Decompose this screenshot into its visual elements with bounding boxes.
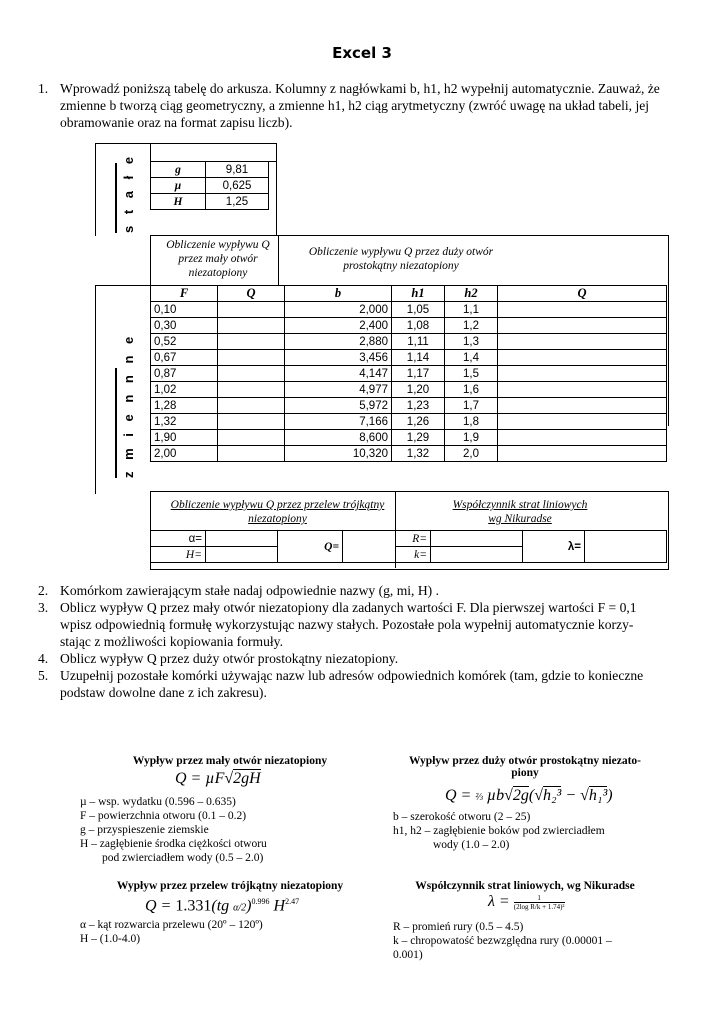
table-cell[interactable] [218, 382, 285, 398]
table-row [151, 382, 667, 398]
table-cell[interactable]: 1,26 [392, 414, 445, 430]
formula-weir-desc: α – kąt rozwarcia przelewu (20º – 120º) H – (1.0-4.0) [80, 919, 263, 945]
formula-weir-title: Wypływ przez przelew trójkątny niezatopiony [116, 880, 344, 892]
formula-small-title: Wypływ przez mały otwór niezatopiony [132, 755, 328, 767]
table-cell[interactable] [498, 430, 667, 446]
caption-small-hole: Obliczenie wypływu Q przez mały otwór niezatopiony [166, 239, 270, 279]
table-cell[interactable]: 2,400 [285, 318, 392, 334]
table-cell[interactable] [218, 350, 285, 366]
page-title: Excel 3 [332, 44, 392, 62]
table-cell[interactable]: 1,20 [392, 382, 445, 398]
table-cell[interactable]: 1,2 [445, 318, 498, 334]
variables-table [150, 285, 667, 462]
table-cell[interactable]: 0,67 [151, 350, 218, 366]
table-cell[interactable]: 0,30 [151, 318, 218, 334]
table-cell[interactable] [218, 302, 285, 318]
alpha-input-cell[interactable] [206, 531, 278, 547]
formula-large: Q = ⅔ µb√2g(√h₂³ − √h₁³) [445, 787, 613, 804]
table-row: H= [151, 547, 396, 563]
table-cell[interactable] [218, 414, 285, 430]
table-cell[interactable]: 3,456 [285, 350, 392, 366]
table-row [151, 350, 667, 366]
formula-nik-title: Współczynnik strat liniowych, wg Nikuradse [415, 880, 635, 892]
table-cell[interactable] [498, 350, 667, 366]
formula-small: Q = µF√2gH [175, 770, 261, 787]
table-cell[interactable]: 1,14 [392, 350, 445, 366]
table-cell[interactable] [218, 318, 285, 334]
table-cell[interactable] [498, 414, 667, 430]
constants-label: s t a ł e [115, 163, 141, 233]
table-cell[interactable]: 1,90 [151, 430, 218, 446]
table-cell[interactable]: 1,6 [445, 382, 498, 398]
table-cell[interactable]: 0,87 [151, 366, 218, 382]
formula-large-title: Wypływ przez duży otwór prostokątny niezato- piony [408, 755, 641, 779]
table-cell[interactable] [498, 302, 667, 318]
formula-large-desc: b – szerokość otworu (2 – 25) h1, h2 – zagłębienie boków pod zwierciadłem wody (1.0 – 2.0) [393, 811, 605, 851]
table-cell[interactable]: 1,23 [392, 398, 445, 414]
table-row: α= Q= [151, 531, 396, 547]
table-cell[interactable] [218, 430, 285, 446]
table-row [151, 334, 667, 350]
table-cell[interactable]: 10,320 [285, 446, 392, 462]
table-cell[interactable]: 5,972 [285, 398, 392, 414]
nikuradse-table [395, 530, 667, 563]
table-cell[interactable]: 1,32 [151, 414, 218, 430]
table-cell[interactable]: 4,977 [285, 382, 392, 398]
table-cell[interactable]: 8,600 [285, 430, 392, 446]
table-cell[interactable]: 1,29 [392, 430, 445, 446]
table-row [151, 302, 667, 318]
table-row: µ 0,625 [151, 178, 269, 194]
table-row: k= [396, 547, 667, 563]
r-input-cell[interactable] [431, 531, 523, 547]
table-cell[interactable]: 2,000 [285, 302, 392, 318]
caption-large-hole: Obliczenie wypływu Q przez duży otwór prostokątny niezatopiony [308, 246, 494, 272]
table-cell[interactable]: 1,8 [445, 414, 498, 430]
table-cell[interactable]: 1,4 [445, 350, 498, 366]
table-cell[interactable]: 0,52 [151, 334, 218, 350]
k-input-cell[interactable] [431, 547, 523, 563]
table-row [151, 318, 667, 334]
formula-nik-desc: R – promień rury (0.5 – 4.5) k – chropowatość bezwzględna rury (0.00001 – 0.001) [393, 921, 612, 961]
table-cell[interactable]: 1,02 [151, 382, 218, 398]
table-cell[interactable]: 1,28 [151, 398, 218, 414]
table-row [151, 430, 667, 446]
table-cell[interactable]: 7,166 [285, 414, 392, 430]
table-row [151, 414, 667, 430]
table-cell[interactable]: 1,17 [392, 366, 445, 382]
caption-weir: Obliczenie wypływu Q przez przelew trójkątny niezatopiony [170, 499, 385, 525]
table-cell[interactable] [218, 334, 285, 350]
table-cell[interactable] [498, 366, 667, 382]
table-cell[interactable]: 2,00 [151, 446, 218, 462]
formula-nik: λ = $\frac{1}{\text{(2log R/k + 1.74)²}}$ [488, 893, 565, 911]
table-cell[interactable]: 1,11 [392, 334, 445, 350]
table-row: R= λ= [396, 531, 667, 547]
table-cell[interactable]: 1,1 [445, 302, 498, 318]
table-cell[interactable] [218, 446, 285, 462]
table-cell[interactable] [498, 446, 667, 462]
formula-weir: Q = 1.331(tg α/2)$^{0.996}$ $H^{2.47}$ [145, 897, 300, 915]
table-cell[interactable]: 4,147 [285, 366, 392, 382]
tasks-list: 2. Komórkom zawierającym stałe nadaj odpowiednie nazwy (g, mi, H) . 3. Oblicz wypływ Q przez mały otwór niezatopiony dla zadanych wartości F. Dla pierwszej wartości F = 0,1 wpisz odpowiednią formułę wykorzystując nazwy stałych. Pozostałe pola wypełnij automatycznie korzy- stając z możliwości kopiowania formuły. 4. Oblicz wypływ Q przez duży otwór prostokątny niezatopiony. 5. Uzupełnij pozostałe komórki używając nazw lub adresów odpowiednich komórek (tam, gdzie to konieczne podstaw dowolne dane z ich zakresu). [38, 583, 644, 700]
variables-label: z m i e n n n e [115, 368, 141, 478]
lambda-result-cell[interactable] [585, 531, 667, 563]
table-cell[interactable]: 2,880 [285, 334, 392, 350]
table-cell[interactable] [498, 334, 667, 350]
table-row [151, 366, 667, 382]
table-row [151, 398, 667, 414]
spreadsheet-frame [95, 143, 667, 568]
table-cell[interactable]: 1,9 [445, 430, 498, 446]
table-cell[interactable]: 1,5 [445, 366, 498, 382]
table-row: g 9,81 [151, 162, 269, 178]
table-cell[interactable]: 1,08 [392, 318, 445, 334]
table-cell[interactable]: 1,3 [445, 334, 498, 350]
table-row [151, 446, 667, 462]
table-row: H 1,25 [151, 194, 269, 210]
h-input-cell[interactable] [206, 547, 278, 563]
table-cell[interactable] [498, 398, 667, 414]
table-cell[interactable] [498, 318, 667, 334]
task-1: 1. Wprowadź poniższą tabelę do arkusza. Kolumny z nagłówkami b, h1, h2 wypełnij automatycznie. Zauważ, że zmienne b tworzą ciąg geometryczny, a zmienne h1, h2 ciąg arytmetyczny (zwróć uwagę na układ tabeli, jej obramowanie oraz na format zapisu liczb). [38, 81, 660, 130]
formula-small-desc: µ – wsp. wydatku (0.596 – 0.635) F – powierzchnia otworu (0.1 – 0.2) g – przyspieszenie ziemskie H – zagłębienie środka ciężkości otworu pod zwierciadłem wody (0.5 – 2.0) [80, 796, 267, 864]
q-result-cell[interactable] [343, 531, 396, 563]
table-cell[interactable]: 1,7 [445, 398, 498, 414]
caption-nikuradse: Współczynnik strat liniowych wg Nikuradse [452, 499, 588, 525]
table-header-row: F Q b h1 h2 Q [151, 286, 667, 302]
constants-table [150, 161, 269, 210]
table-cell[interactable]: 1,32 [392, 446, 445, 462]
table-cell[interactable]: 1,05 [392, 302, 445, 318]
table-cell[interactable] [218, 366, 285, 382]
table-cell[interactable]: 0,10 [151, 302, 218, 318]
table-cell[interactable]: 2,0 [445, 446, 498, 462]
table-cell[interactable] [218, 398, 285, 414]
weir-table [150, 530, 396, 563]
table-cell[interactable] [498, 382, 667, 398]
